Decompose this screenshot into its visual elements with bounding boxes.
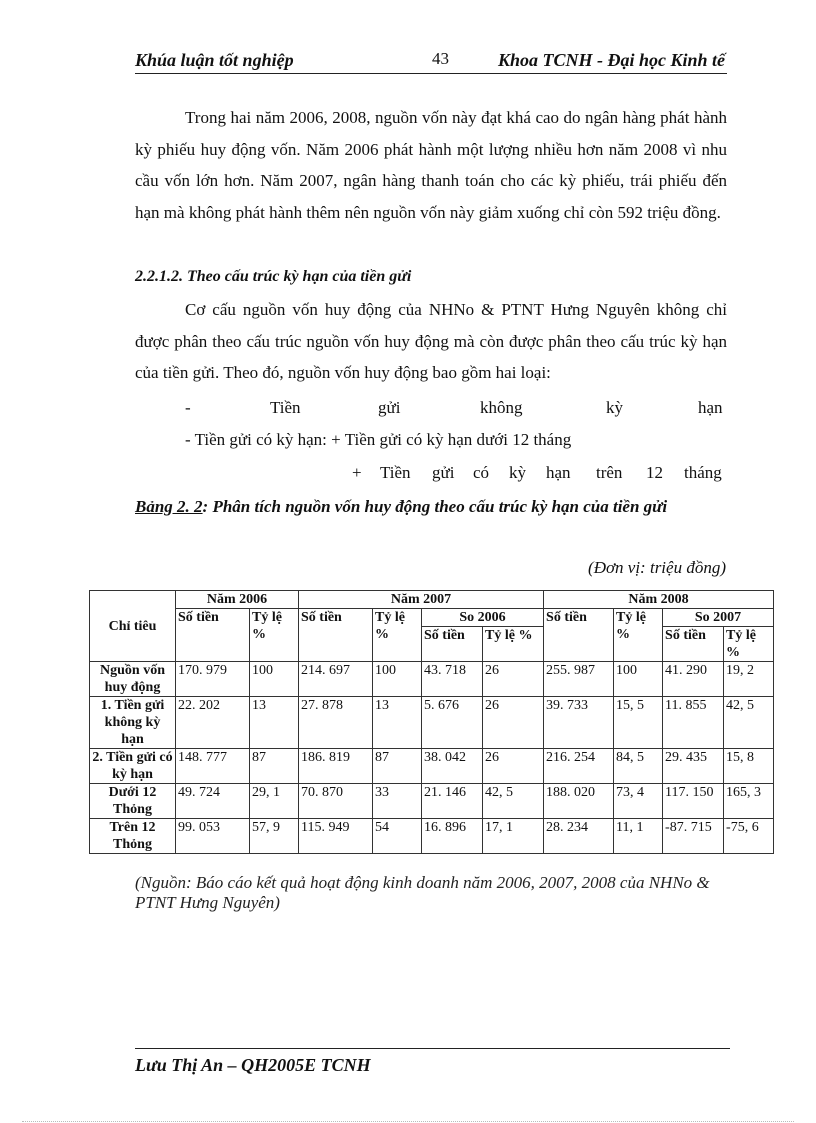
- cell: 70. 870: [299, 784, 373, 819]
- cell: 148. 777: [176, 749, 250, 784]
- cell: 33: [373, 784, 422, 819]
- table-caption-text: : Phân tích nguồn vốn huy động theo cấu trúc kỳ hạn của tiền gửi: [202, 497, 668, 516]
- cell: 26: [483, 697, 544, 749]
- row-label: 1. Tiền gửi không kỳ hạn: [90, 697, 176, 749]
- cell: 27. 878: [299, 697, 373, 749]
- table-row: [90, 662, 774, 697]
- col-so-tien: Số tiền: [422, 627, 483, 662]
- col-so-tien: Số tiền: [176, 609, 250, 662]
- cell: 73, 4: [614, 784, 663, 819]
- table-row: [90, 697, 774, 749]
- cell: 16. 896: [422, 819, 483, 854]
- list-item-1-word: kỳ: [606, 398, 623, 417]
- list-item-3-word: 12: [646, 463, 663, 482]
- cell: 26: [483, 749, 544, 784]
- cell: 11, 1: [614, 819, 663, 854]
- col-year-2007: Năm 2007: [299, 591, 544, 609]
- col-so-tien: Số tiền: [544, 609, 614, 662]
- header-faculty: Khoa TCNH - Đại học Kinh tế: [497, 50, 725, 70]
- col-so-tien: Số tiền: [663, 627, 724, 662]
- cell: 13: [373, 697, 422, 749]
- list-item-3-word: tháng: [684, 463, 722, 482]
- list-item-1-word: không: [480, 398, 523, 417]
- list-item-3-word: Tiền: [380, 463, 411, 482]
- col-ty-le: Tỷ lệ %: [250, 609, 299, 662]
- cell: 17, 1: [483, 819, 544, 854]
- table-row: [90, 749, 774, 784]
- cell: 38. 042: [422, 749, 483, 784]
- list-item-1-word: hạn: [698, 398, 723, 417]
- cell: 49. 724: [176, 784, 250, 819]
- table-header-row-2: [90, 609, 774, 627]
- table-caption: [135, 491, 727, 523]
- col-ty-le: Tỷ lệ %: [724, 627, 774, 662]
- cell: 42, 5: [483, 784, 544, 819]
- cell: 216. 254: [544, 749, 614, 784]
- cell: 165, 3: [724, 784, 774, 819]
- source-note: (Nguồn: Báo cáo kết quả hoạt động kinh doanh năm 2006, 2007, 2008 của NHNo & PTNT Hưng Nguyên): [135, 873, 710, 912]
- page-edge-divider: [22, 1121, 794, 1122]
- cell: 28. 234: [544, 819, 614, 854]
- cell: 13: [250, 697, 299, 749]
- cell: 29, 1: [250, 784, 299, 819]
- cell: 15, 5: [614, 697, 663, 749]
- list-item-2: - Tiền gửi có kỳ hạn: + Tiền gửi có kỳ hạn dưới 12 tháng: [185, 430, 572, 449]
- col-ty-le: Tỷ lệ %: [614, 609, 663, 662]
- cell: 100: [250, 662, 299, 697]
- cell: 19, 2: [724, 662, 774, 697]
- cell: 22. 202: [176, 697, 250, 749]
- col-so-2006: So 2006: [422, 609, 544, 627]
- capital-term-table: [89, 590, 774, 854]
- cell: 255. 987: [544, 662, 614, 697]
- cell: 15, 8: [724, 749, 774, 784]
- page-number: 43: [432, 49, 449, 68]
- col-chi-tieu: Chỉ tiêu: [90, 591, 176, 662]
- paragraph-2: Cơ cấu nguồn vốn huy động của NHNo & PTNT Hưng Nguyên không chỉ được phân theo cấu trúc nguồn vốn huy động mà còn được phân theo cấu trúc kỳ hạn của tiền gửi. Theo đó, nguồn vốn huy động bao gồm hai loại:: [135, 300, 727, 383]
- cell: 57, 9: [250, 819, 299, 854]
- list-item-3-word: hạn: [546, 463, 571, 482]
- cell: 87: [250, 749, 299, 784]
- cell: 115. 949: [299, 819, 373, 854]
- unit-note: (Đơn vị: triệu đồng): [588, 558, 726, 577]
- col-ty-le: Tỷ lệ %: [373, 609, 422, 662]
- cell: 54: [373, 819, 422, 854]
- cell: 100: [614, 662, 663, 697]
- col-year-2008: Năm 2008: [544, 591, 774, 609]
- list-item-3-word: kỳ: [509, 463, 526, 482]
- list-item-1-word: Tiền: [270, 398, 301, 417]
- col-year-2006: Năm 2006: [176, 591, 299, 609]
- row-label: Nguồn vốn huy động: [90, 662, 176, 697]
- section-heading: 2.2.1.2. Theo cấu trúc kỳ hạn của tiền gửi: [135, 268, 412, 285]
- header-thesis-title: Khúa luận tốt nghiệp: [135, 50, 294, 70]
- paragraph-1: Trong hai năm 2006, 2008, nguồn vốn này đạt khá cao do ngân hàng phát hành kỳ phiếu huy động vốn. Năm 2006 phát hành một lượng nhiều hơn năm 2008 vì nhu cầu vốn lớn hơn. Năm 2007, ngân hàng thanh toán cho các kỳ phiếu, trái phiếu đến hạn mà không phát hành thêm nên nguồn vốn này giảm xuống chỉ còn 592 triệu đồng.: [135, 108, 727, 222]
- table-row: [90, 784, 774, 819]
- cell: 41. 290: [663, 662, 724, 697]
- table-header-row-1: [90, 591, 774, 609]
- col-so-tien: Số tiền: [299, 609, 373, 662]
- cell: -87. 715: [663, 819, 724, 854]
- cell: 87: [373, 749, 422, 784]
- cell: 170. 979: [176, 662, 250, 697]
- col-so-2007: So 2007: [663, 609, 774, 627]
- list-item-3-word: trên: [596, 463, 623, 482]
- row-label: Trên 12 Thỏng: [90, 819, 176, 854]
- cell: 84, 5: [614, 749, 663, 784]
- cell: 26: [483, 662, 544, 697]
- cell: 99. 053: [176, 819, 250, 854]
- row-label: Dưới 12 Thỏng: [90, 784, 176, 819]
- list-item-3-word: có: [473, 463, 490, 482]
- cell: 21. 146: [422, 784, 483, 819]
- col-ty-le: Tỷ lệ %: [483, 627, 544, 662]
- cell: 186. 819: [299, 749, 373, 784]
- cell: 100: [373, 662, 422, 697]
- cell: 43. 718: [422, 662, 483, 697]
- list-item-1-word: gửi: [378, 398, 401, 417]
- page-footer: [135, 1048, 730, 1075]
- cell: 11. 855: [663, 697, 724, 749]
- footer-author: Lưu Thị An – QH2005E TCNH: [135, 1055, 371, 1075]
- cell: 5. 676: [422, 697, 483, 749]
- cell: -75, 6: [724, 819, 774, 854]
- page-header: [135, 47, 727, 74]
- cell: 39. 733: [544, 697, 614, 749]
- table-row: [90, 819, 774, 854]
- row-label: 2. Tiền gửi có kỳ hạn: [90, 749, 176, 784]
- cell: 42, 5: [724, 697, 774, 749]
- cell: 188. 020: [544, 784, 614, 819]
- table-caption-label: Bảng 2. 2: [135, 497, 203, 516]
- list-item-3-word: gửi: [432, 463, 455, 482]
- cell: 29. 435: [663, 749, 724, 784]
- cell: 117. 150: [663, 784, 724, 819]
- list-dash: -: [185, 398, 191, 417]
- list-item-3-word: +: [352, 463, 362, 482]
- cell: 214. 697: [299, 662, 373, 697]
